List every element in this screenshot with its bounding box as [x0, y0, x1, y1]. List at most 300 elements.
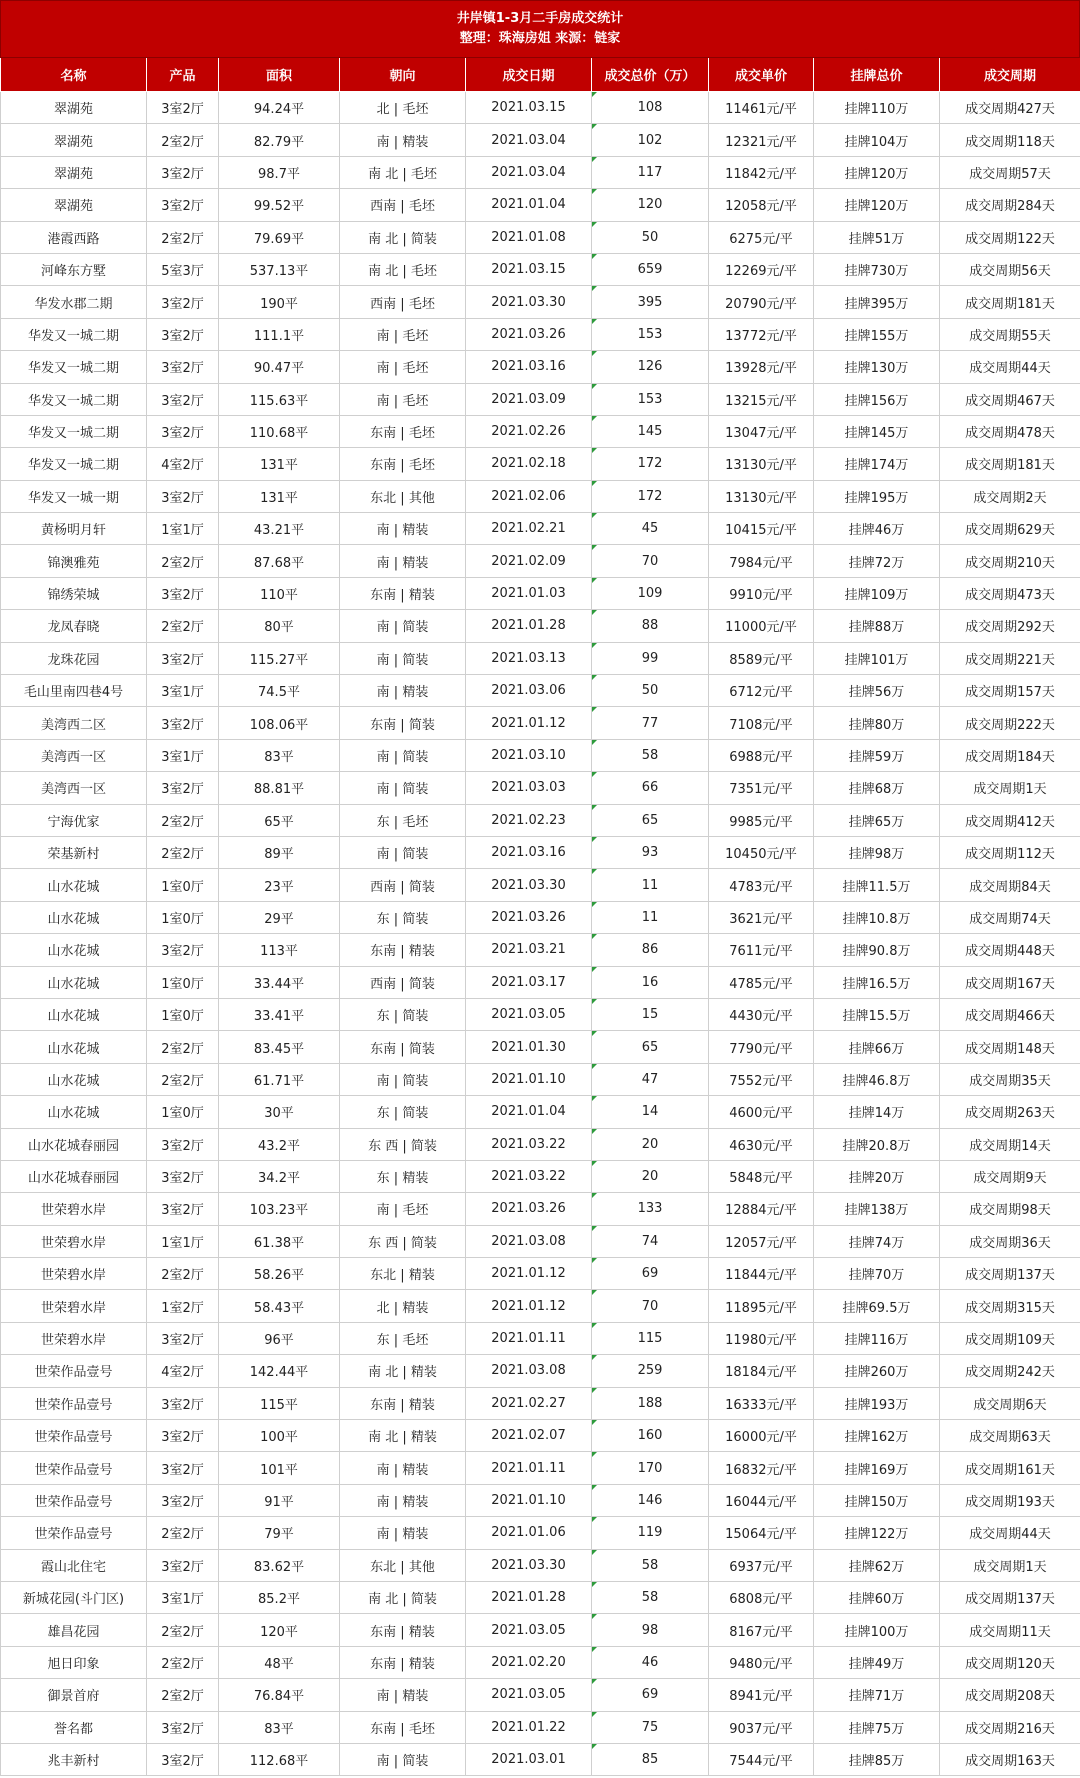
cell-name[interactable]: 荣基新村	[1, 836, 147, 868]
cell-total-price[interactable]: 172	[592, 480, 709, 512]
cell-name[interactable]: 世荣碧水岸	[1, 1290, 147, 1322]
cell-total-price[interactable]: 146	[592, 1484, 709, 1516]
cell-orientation[interactable]: 南 | 毛坯	[340, 383, 466, 415]
cell-name[interactable]: 世荣作品壹号	[1, 1484, 147, 1516]
cell-unit-price[interactable]: 6937元/平	[709, 1549, 814, 1581]
cell-product[interactable]: 1室0厅	[147, 1096, 219, 1128]
cell-product[interactable]: 2室2厅	[147, 1614, 219, 1646]
cell-deal-date[interactable]: 2021.01.08	[466, 221, 592, 253]
cell-deal-cycle[interactable]: 成交周期221天	[940, 642, 1080, 674]
cell-orientation[interactable]: 东南 | 精装	[340, 1387, 466, 1419]
cell-orientation[interactable]: 东 | 简装	[340, 998, 466, 1030]
cell-name[interactable]: 翠湖苑	[1, 156, 147, 188]
cell-deal-date[interactable]: 2021.03.01	[466, 1743, 592, 1775]
cell-name[interactable]: 誉名都	[1, 1711, 147, 1743]
cell-total-price[interactable]: 16	[592, 966, 709, 998]
cell-orientation[interactable]: 西南 | 简装	[340, 966, 466, 998]
cell-product[interactable]: 3室2厅	[147, 480, 219, 512]
cell-product[interactable]: 1室0厅	[147, 901, 219, 933]
cell-deal-cycle[interactable]: 成交周期210天	[940, 545, 1080, 577]
cell-area[interactable]: 87.68平	[219, 545, 340, 577]
cell-deal-date[interactable]: 2021.02.26	[466, 415, 592, 447]
cell-product[interactable]: 2室2厅	[147, 124, 219, 156]
cell-unit-price[interactable]: 13215元/平	[709, 383, 814, 415]
cell-total-price[interactable]: 86	[592, 934, 709, 966]
cell-listing-price[interactable]: 挂牌68万	[814, 772, 940, 804]
cell-area[interactable]: 110平	[219, 577, 340, 609]
cell-total-price[interactable]: 395	[592, 286, 709, 318]
cell-orientation[interactable]: 南 北 | 简装	[340, 1581, 466, 1613]
cell-total-price[interactable]: 85	[592, 1743, 709, 1775]
cell-listing-price[interactable]: 挂牌104万	[814, 124, 940, 156]
cell-area[interactable]: 120平	[219, 1614, 340, 1646]
cell-total-price[interactable]: 74	[592, 1225, 709, 1257]
cell-unit-price[interactable]: 7611元/平	[709, 934, 814, 966]
cell-deal-date[interactable]: 2021.01.11	[466, 1322, 592, 1354]
cell-deal-date[interactable]: 2021.01.10	[466, 1063, 592, 1095]
cell-orientation[interactable]: 南 北 | 毛坯	[340, 156, 466, 188]
cell-total-price[interactable]: 20	[592, 1160, 709, 1192]
cell-deal-date[interactable]: 2021.02.09	[466, 545, 592, 577]
cell-deal-date[interactable]: 2021.03.26	[466, 1193, 592, 1225]
cell-orientation[interactable]: 东南 | 精装	[340, 577, 466, 609]
cell-total-price[interactable]: 133	[592, 1193, 709, 1225]
cell-area[interactable]: 113平	[219, 934, 340, 966]
cell-name[interactable]: 世荣作品壹号	[1, 1387, 147, 1419]
cell-name[interactable]: 毛山里南四巷4号	[1, 675, 147, 707]
cell-unit-price[interactable]: 11895元/平	[709, 1290, 814, 1322]
cell-deal-date[interactable]: 2021.03.08	[466, 1355, 592, 1387]
cell-deal-date[interactable]: 2021.03.05	[466, 1614, 592, 1646]
cell-deal-cycle[interactable]: 成交周期148天	[940, 1031, 1080, 1063]
cell-product[interactable]: 2室2厅	[147, 1517, 219, 1549]
cell-deal-date[interactable]: 2021.03.09	[466, 383, 592, 415]
cell-name[interactable]: 山水花城	[1, 998, 147, 1030]
cell-deal-cycle[interactable]: 成交周期167天	[940, 966, 1080, 998]
cell-area[interactable]: 99.52平	[219, 189, 340, 221]
cell-deal-date[interactable]: 2021.01.12	[466, 707, 592, 739]
cell-product[interactable]: 3室2厅	[147, 1420, 219, 1452]
cell-orientation[interactable]: 南 北 | 精装	[340, 1420, 466, 1452]
cell-area[interactable]: 65平	[219, 804, 340, 836]
cell-deal-cycle[interactable]: 成交周期14天	[940, 1128, 1080, 1160]
cell-total-price[interactable]: 14	[592, 1096, 709, 1128]
cell-name[interactable]: 山水花城春丽园	[1, 1160, 147, 1192]
cell-deal-date[interactable]: 2021.03.21	[466, 934, 592, 966]
cell-listing-price[interactable]: 挂牌80万	[814, 707, 940, 739]
cell-product[interactable]: 4室2厅	[147, 448, 219, 480]
cell-product[interactable]: 3室2厅	[147, 1452, 219, 1484]
cell-product[interactable]: 2室2厅	[147, 1063, 219, 1095]
cell-orientation[interactable]: 南 | 简装	[340, 836, 466, 868]
cell-area[interactable]: 110.68平	[219, 415, 340, 447]
cell-name[interactable]: 霞山北住宅	[1, 1549, 147, 1581]
cell-total-price[interactable]: 119	[592, 1517, 709, 1549]
cell-area[interactable]: 90.47平	[219, 351, 340, 383]
cell-listing-price[interactable]: 挂牌174万	[814, 448, 940, 480]
cell-product[interactable]: 3室2厅	[147, 1549, 219, 1581]
cell-orientation[interactable]: 南 北 | 简装	[340, 221, 466, 253]
cell-listing-price[interactable]: 挂牌51万	[814, 221, 940, 253]
cell-product[interactable]: 5室3厅	[147, 253, 219, 285]
cell-area[interactable]: 58.43平	[219, 1290, 340, 1322]
header-listing-price[interactable]: 挂牌总价	[814, 58, 940, 92]
cell-total-price[interactable]: 69	[592, 1258, 709, 1290]
cell-orientation[interactable]: 东 | 简装	[340, 901, 466, 933]
cell-name[interactable]: 世荣作品壹号	[1, 1452, 147, 1484]
cell-unit-price[interactable]: 4600元/平	[709, 1096, 814, 1128]
cell-unit-price[interactable]: 7108元/平	[709, 707, 814, 739]
cell-name[interactable]: 御景首府	[1, 1679, 147, 1711]
cell-deal-date[interactable]: 2021.01.10	[466, 1484, 592, 1516]
cell-orientation[interactable]: 南 | 毛坯	[340, 318, 466, 350]
cell-deal-date[interactable]: 2021.01.06	[466, 1517, 592, 1549]
cell-product[interactable]: 3室2厅	[147, 156, 219, 188]
cell-total-price[interactable]: 160	[592, 1420, 709, 1452]
cell-name[interactable]: 龙珠花园	[1, 642, 147, 674]
cell-area[interactable]: 111.1平	[219, 318, 340, 350]
cell-name[interactable]: 山水花城	[1, 966, 147, 998]
cell-unit-price[interactable]: 7790元/平	[709, 1031, 814, 1063]
cell-deal-cycle[interactable]: 成交周期216天	[940, 1711, 1080, 1743]
cell-deal-cycle[interactable]: 成交周期84天	[940, 869, 1080, 901]
cell-deal-cycle[interactable]: 成交周期242天	[940, 1355, 1080, 1387]
cell-name[interactable]: 黄杨明月轩	[1, 513, 147, 545]
cell-area[interactable]: 30平	[219, 1096, 340, 1128]
cell-total-price[interactable]: 58	[592, 1549, 709, 1581]
cell-total-price[interactable]: 93	[592, 836, 709, 868]
cell-total-price[interactable]: 659	[592, 253, 709, 285]
cell-name[interactable]: 翠湖苑	[1, 124, 147, 156]
header-product[interactable]: 产品	[147, 58, 219, 92]
cell-orientation[interactable]: 南 | 简装	[340, 772, 466, 804]
cell-area[interactable]: 33.41平	[219, 998, 340, 1030]
cell-name[interactable]: 山水花城	[1, 1096, 147, 1128]
cell-orientation[interactable]: 东北 | 精装	[340, 1258, 466, 1290]
cell-total-price[interactable]: 98	[592, 1614, 709, 1646]
header-area[interactable]: 面积	[219, 58, 340, 92]
cell-deal-date[interactable]: 2021.03.26	[466, 901, 592, 933]
cell-listing-price[interactable]: 挂牌11.5万	[814, 869, 940, 901]
cell-total-price[interactable]: 50	[592, 675, 709, 707]
cell-unit-price[interactable]: 18184元/平	[709, 1355, 814, 1387]
cell-deal-cycle[interactable]: 成交周期6天	[940, 1387, 1080, 1419]
cell-deal-date[interactable]: 2021.01.03	[466, 577, 592, 609]
cell-unit-price[interactable]: 13130元/平	[709, 480, 814, 512]
cell-unit-price[interactable]: 6808元/平	[709, 1581, 814, 1613]
cell-product[interactable]: 2室2厅	[147, 1646, 219, 1678]
cell-area[interactable]: 88.81平	[219, 772, 340, 804]
cell-area[interactable]: 80平	[219, 610, 340, 642]
cell-total-price[interactable]: 259	[592, 1355, 709, 1387]
cell-deal-date[interactable]: 2021.02.27	[466, 1387, 592, 1419]
cell-orientation[interactable]: 东 西 | 简装	[340, 1225, 466, 1257]
cell-listing-price[interactable]: 挂牌20.8万	[814, 1128, 940, 1160]
cell-deal-date[interactable]: 2021.01.04	[466, 1096, 592, 1128]
cell-deal-cycle[interactable]: 成交周期448天	[940, 934, 1080, 966]
cell-product[interactable]: 3室2厅	[147, 189, 219, 221]
header-orientation[interactable]: 朝向	[340, 58, 466, 92]
cell-product[interactable]: 2室2厅	[147, 221, 219, 253]
cell-area[interactable]: 58.26平	[219, 1258, 340, 1290]
cell-area[interactable]: 115.27平	[219, 642, 340, 674]
cell-unit-price[interactable]: 12058元/平	[709, 189, 814, 221]
cell-deal-cycle[interactable]: 成交周期11天	[940, 1614, 1080, 1646]
cell-name[interactable]: 港霞西路	[1, 221, 147, 253]
cell-name[interactable]: 美湾西一区	[1, 772, 147, 804]
header-name[interactable]: 名称	[1, 58, 147, 92]
cell-name[interactable]: 锦绣荣城	[1, 577, 147, 609]
cell-name[interactable]: 河峰东方墅	[1, 253, 147, 285]
cell-deal-date[interactable]: 2021.03.05	[466, 998, 592, 1030]
cell-listing-price[interactable]: 挂牌193万	[814, 1387, 940, 1419]
cell-orientation[interactable]: 东 | 精装	[340, 1160, 466, 1192]
cell-deal-cycle[interactable]: 成交周期284天	[940, 189, 1080, 221]
cell-deal-cycle[interactable]: 成交周期98天	[940, 1193, 1080, 1225]
cell-product[interactable]: 2室2厅	[147, 1031, 219, 1063]
cell-deal-cycle[interactable]: 成交周期1天	[940, 772, 1080, 804]
cell-deal-date[interactable]: 2021.03.16	[466, 351, 592, 383]
cell-area[interactable]: 61.71平	[219, 1063, 340, 1095]
cell-total-price[interactable]: 66	[592, 772, 709, 804]
cell-area[interactable]: 98.7平	[219, 156, 340, 188]
cell-listing-price[interactable]: 挂牌101万	[814, 642, 940, 674]
cell-orientation[interactable]: 南 | 简装	[340, 1063, 466, 1095]
cell-orientation[interactable]: 南 | 简装	[340, 642, 466, 674]
cell-listing-price[interactable]: 挂牌66万	[814, 1031, 940, 1063]
cell-area[interactable]: 115平	[219, 1387, 340, 1419]
cell-listing-price[interactable]: 挂牌49万	[814, 1646, 940, 1678]
cell-area[interactable]: 91平	[219, 1484, 340, 1516]
cell-total-price[interactable]: 108	[592, 92, 709, 124]
cell-deal-cycle[interactable]: 成交周期57天	[940, 156, 1080, 188]
cell-deal-cycle[interactable]: 成交周期36天	[940, 1225, 1080, 1257]
cell-orientation[interactable]: 西南 | 简装	[340, 869, 466, 901]
cell-unit-price[interactable]: 11842元/平	[709, 156, 814, 188]
cell-name[interactable]: 宁海优家	[1, 804, 147, 836]
cell-deal-cycle[interactable]: 成交周期137天	[940, 1581, 1080, 1613]
cell-deal-cycle[interactable]: 成交周期44天	[940, 351, 1080, 383]
cell-deal-cycle[interactable]: 成交周期120天	[940, 1646, 1080, 1678]
cell-orientation[interactable]: 东南 | 简装	[340, 707, 466, 739]
header-total-price[interactable]: 成交总价（万）	[592, 58, 709, 92]
cell-deal-date[interactable]: 2021.01.12	[466, 1258, 592, 1290]
cell-unit-price[interactable]: 7984元/平	[709, 545, 814, 577]
cell-deal-date[interactable]: 2021.02.18	[466, 448, 592, 480]
cell-total-price[interactable]: 172	[592, 448, 709, 480]
cell-orientation[interactable]: 东南 | 精装	[340, 1646, 466, 1678]
cell-unit-price[interactable]: 7552元/平	[709, 1063, 814, 1095]
cell-orientation[interactable]: 南 | 精装	[340, 1679, 466, 1711]
cell-deal-cycle[interactable]: 成交周期122天	[940, 221, 1080, 253]
cell-unit-price[interactable]: 6712元/平	[709, 675, 814, 707]
cell-area[interactable]: 79.69平	[219, 221, 340, 253]
cell-area[interactable]: 131平	[219, 448, 340, 480]
cell-orientation[interactable]: 东 | 简装	[340, 1096, 466, 1128]
cell-product[interactable]: 1室2厅	[147, 1290, 219, 1322]
cell-deal-cycle[interactable]: 成交周期208天	[940, 1679, 1080, 1711]
cell-listing-price[interactable]: 挂牌195万	[814, 480, 940, 512]
cell-deal-cycle[interactable]: 成交周期55天	[940, 318, 1080, 350]
cell-deal-date[interactable]: 2021.03.05	[466, 1679, 592, 1711]
cell-listing-price[interactable]: 挂牌69.5万	[814, 1290, 940, 1322]
cell-area[interactable]: 23平	[219, 869, 340, 901]
cell-area[interactable]: 34.2平	[219, 1160, 340, 1192]
cell-listing-price[interactable]: 挂牌120万	[814, 189, 940, 221]
cell-deal-date[interactable]: 2021.03.13	[466, 642, 592, 674]
cell-unit-price[interactable]: 7544元/平	[709, 1743, 814, 1775]
cell-unit-price[interactable]: 13928元/平	[709, 351, 814, 383]
cell-area[interactable]: 142.44平	[219, 1355, 340, 1387]
cell-listing-price[interactable]: 挂牌109万	[814, 577, 940, 609]
cell-unit-price[interactable]: 11980元/平	[709, 1322, 814, 1354]
cell-unit-price[interactable]: 20790元/平	[709, 286, 814, 318]
cell-deal-date[interactable]: 2021.03.30	[466, 1549, 592, 1581]
cell-area[interactable]: 29平	[219, 901, 340, 933]
cell-total-price[interactable]: 58	[592, 1581, 709, 1613]
cell-deal-cycle[interactable]: 成交周期137天	[940, 1258, 1080, 1290]
cell-area[interactable]: 190平	[219, 286, 340, 318]
cell-name[interactable]: 山水花城	[1, 869, 147, 901]
header-deal-date[interactable]: 成交日期	[466, 58, 592, 92]
cell-deal-date[interactable]: 2021.01.12	[466, 1290, 592, 1322]
cell-total-price[interactable]: 120	[592, 189, 709, 221]
cell-deal-date[interactable]: 2021.01.22	[466, 1711, 592, 1743]
cell-product[interactable]: 2室2厅	[147, 836, 219, 868]
cell-orientation[interactable]: 东南 | 精装	[340, 934, 466, 966]
cell-orientation[interactable]: 东北 | 其他	[340, 480, 466, 512]
cell-listing-price[interactable]: 挂牌14万	[814, 1096, 940, 1128]
cell-listing-price[interactable]: 挂牌395万	[814, 286, 940, 318]
cell-area[interactable]: 112.68平	[219, 1743, 340, 1775]
cell-product[interactable]: 1室1厅	[147, 513, 219, 545]
cell-deal-cycle[interactable]: 成交周期181天	[940, 286, 1080, 318]
cell-area[interactable]: 61.38平	[219, 1225, 340, 1257]
cell-listing-price[interactable]: 挂牌10.8万	[814, 901, 940, 933]
cell-listing-price[interactable]: 挂牌155万	[814, 318, 940, 350]
cell-deal-cycle[interactable]: 成交周期315天	[940, 1290, 1080, 1322]
header-unit-price[interactable]: 成交单价	[709, 58, 814, 92]
cell-name[interactable]: 华发又一城二期	[1, 448, 147, 480]
cell-total-price[interactable]: 109	[592, 577, 709, 609]
cell-deal-date[interactable]: 2021.01.11	[466, 1452, 592, 1484]
cell-listing-price[interactable]: 挂牌75万	[814, 1711, 940, 1743]
cell-orientation[interactable]: 东北 | 其他	[340, 1549, 466, 1581]
cell-unit-price[interactable]: 12884元/平	[709, 1193, 814, 1225]
cell-name[interactable]: 美湾西二区	[1, 707, 147, 739]
cell-listing-price[interactable]: 挂牌88万	[814, 610, 940, 642]
cell-deal-cycle[interactable]: 成交周期2天	[940, 480, 1080, 512]
cell-listing-price[interactable]: 挂牌260万	[814, 1355, 940, 1387]
cell-product[interactable]: 3室1厅	[147, 1581, 219, 1613]
cell-area[interactable]: 108.06平	[219, 707, 340, 739]
cell-orientation[interactable]: 南 | 精装	[340, 1517, 466, 1549]
cell-total-price[interactable]: 20	[592, 1128, 709, 1160]
cell-product[interactable]: 3室2厅	[147, 1160, 219, 1192]
cell-listing-price[interactable]: 挂牌110万	[814, 92, 940, 124]
cell-area[interactable]: 43.21平	[219, 513, 340, 545]
cell-orientation[interactable]: 南 | 简装	[340, 610, 466, 642]
cell-orientation[interactable]: 南 | 精装	[340, 1452, 466, 1484]
cell-product[interactable]: 3室2厅	[147, 577, 219, 609]
cell-listing-price[interactable]: 挂牌72万	[814, 545, 940, 577]
cell-product[interactable]: 3室1厅	[147, 739, 219, 771]
cell-unit-price[interactable]: 9037元/平	[709, 1711, 814, 1743]
cell-deal-cycle[interactable]: 成交周期467天	[940, 383, 1080, 415]
cell-listing-price[interactable]: 挂牌59万	[814, 739, 940, 771]
cell-deal-cycle[interactable]: 成交周期63天	[940, 1420, 1080, 1452]
cell-area[interactable]: 74.5平	[219, 675, 340, 707]
cell-unit-price[interactable]: 13130元/平	[709, 448, 814, 480]
cell-name[interactable]: 新城花园(斗门区)	[1, 1581, 147, 1613]
cell-product[interactable]: 3室2厅	[147, 318, 219, 350]
cell-unit-price[interactable]: 11461元/平	[709, 92, 814, 124]
cell-area[interactable]: 537.13平	[219, 253, 340, 285]
header-deal-cycle[interactable]: 成交周期	[940, 58, 1080, 92]
cell-name[interactable]: 兆丰新村	[1, 1743, 147, 1775]
cell-product[interactable]: 2室2厅	[147, 610, 219, 642]
cell-product[interactable]: 3室2厅	[147, 642, 219, 674]
cell-deal-date[interactable]: 2021.02.21	[466, 513, 592, 545]
cell-listing-price[interactable]: 挂牌90.8万	[814, 934, 940, 966]
cell-deal-date[interactable]: 2021.03.22	[466, 1160, 592, 1192]
cell-unit-price[interactable]: 5848元/平	[709, 1160, 814, 1192]
cell-listing-price[interactable]: 挂牌16.5万	[814, 966, 940, 998]
cell-product[interactable]: 1室0厅	[147, 869, 219, 901]
cell-total-price[interactable]: 126	[592, 351, 709, 383]
cell-total-price[interactable]: 153	[592, 383, 709, 415]
cell-deal-date[interactable]: 2021.03.06	[466, 675, 592, 707]
cell-deal-date[interactable]: 2021.01.30	[466, 1031, 592, 1063]
cell-deal-date[interactable]: 2021.03.04	[466, 124, 592, 156]
cell-name[interactable]: 山水花城	[1, 934, 147, 966]
cell-area[interactable]: 83.45平	[219, 1031, 340, 1063]
cell-listing-price[interactable]: 挂牌65万	[814, 804, 940, 836]
cell-unit-price[interactable]: 15064元/平	[709, 1517, 814, 1549]
cell-orientation[interactable]: 南 北 | 精装	[340, 1355, 466, 1387]
cell-product[interactable]: 2室2厅	[147, 804, 219, 836]
cell-product[interactable]: 3室2厅	[147, 1322, 219, 1354]
cell-total-price[interactable]: 70	[592, 545, 709, 577]
cell-name[interactable]: 世荣碧水岸	[1, 1193, 147, 1225]
cell-listing-price[interactable]: 挂牌62万	[814, 1549, 940, 1581]
cell-listing-price[interactable]: 挂牌98万	[814, 836, 940, 868]
cell-name[interactable]: 旭日印象	[1, 1646, 147, 1678]
cell-deal-date[interactable]: 2021.03.16	[466, 836, 592, 868]
cell-total-price[interactable]: 11	[592, 901, 709, 933]
cell-deal-cycle[interactable]: 成交周期9天	[940, 1160, 1080, 1192]
cell-product[interactable]: 3室2厅	[147, 1484, 219, 1516]
cell-product[interactable]: 3室2厅	[147, 1711, 219, 1743]
cell-area[interactable]: 94.24平	[219, 92, 340, 124]
cell-name[interactable]: 华发又一城一期	[1, 480, 147, 512]
cell-deal-date[interactable]: 2021.02.20	[466, 1646, 592, 1678]
cell-name[interactable]: 世荣碧水岸	[1, 1225, 147, 1257]
cell-deal-cycle[interactable]: 成交周期412天	[940, 804, 1080, 836]
cell-product[interactable]: 2室2厅	[147, 1679, 219, 1711]
cell-name[interactable]: 世荣作品壹号	[1, 1420, 147, 1452]
cell-listing-price[interactable]: 挂牌85万	[814, 1743, 940, 1775]
cell-product[interactable]: 3室2厅	[147, 1743, 219, 1775]
cell-orientation[interactable]: 南 | 毛坯	[340, 1193, 466, 1225]
cell-total-price[interactable]: 188	[592, 1387, 709, 1419]
cell-deal-date[interactable]: 2021.02.06	[466, 480, 592, 512]
cell-deal-cycle[interactable]: 成交周期263天	[940, 1096, 1080, 1128]
cell-name[interactable]: 世荣碧水岸	[1, 1322, 147, 1354]
cell-deal-date[interactable]: 2021.01.28	[466, 610, 592, 642]
cell-product[interactable]: 3室1厅	[147, 675, 219, 707]
cell-deal-cycle[interactable]: 成交周期163天	[940, 1743, 1080, 1775]
